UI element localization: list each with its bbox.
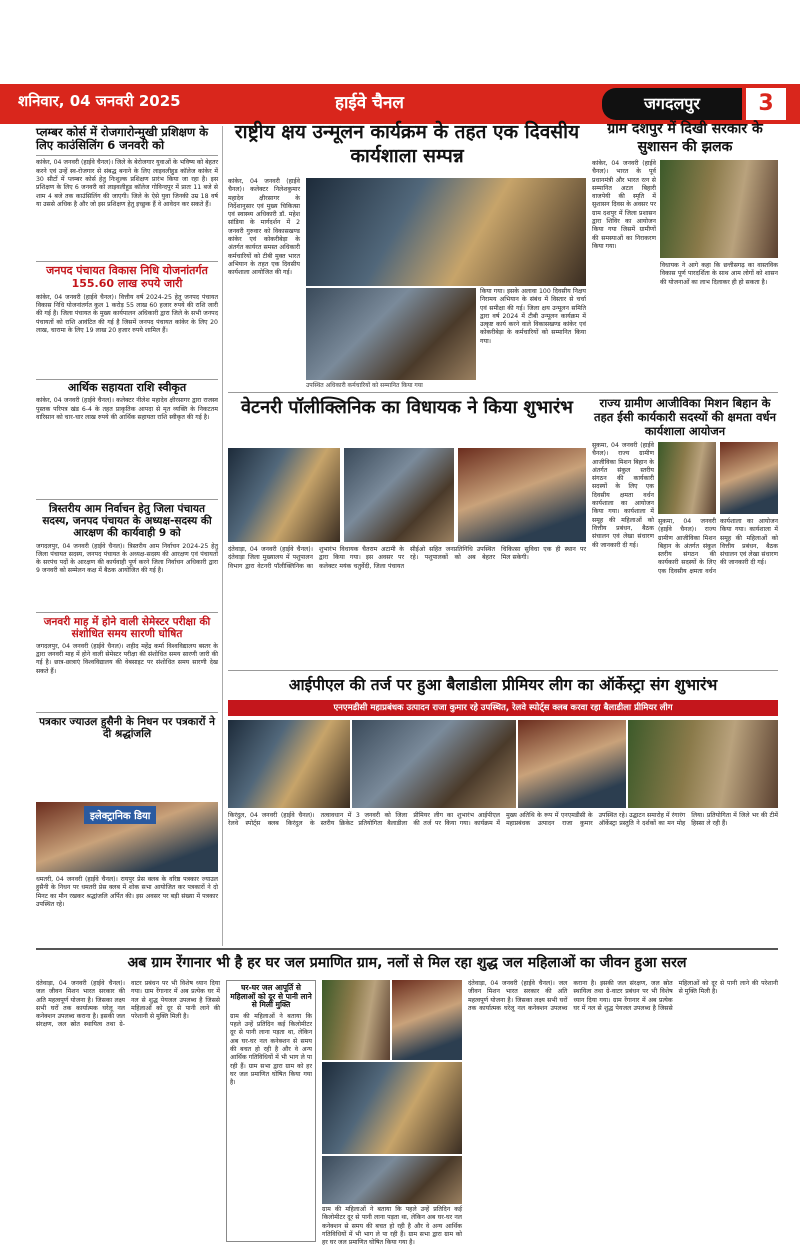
- water-highlight-box: [226, 980, 316, 1242]
- dashpur-photo: [660, 160, 778, 258]
- banner-text: इलेक्ट्रानिक डिया: [84, 806, 156, 824]
- vet-headline: वेटनरी पॉलीक्लिनिक का विधायक ने किया शुभारंभ: [241, 397, 573, 418]
- vet-body: दंतेवाड़ा, 04 जनवरी (हाईवे चैनल)। दंतेवाड़ा जिला मुख्यालय में पशुपालन विभाग द्वारा वेटनरी पॉलीक्लिनिक का शुभारंभ विधायक चैतराम अटामी के द्वारा किया गया। इस अवसर पर कलेक्टर मयंक चतुर्वेदी, जिला पंचायत सीईओ सहित जनप्रतिनिधि उपस्थित रहे। पशुपालकों को अब बेहतर चिकित्सा सुविधा एक ही स्थान पर मिल सकेगी।: [228, 546, 586, 570]
- ipl-photo-2: [352, 720, 516, 808]
- water-highlight-title: घर-घर जल आपूर्ति से महिलाओं को दूर से पानी लाने से मिली मुक्ति: [230, 983, 312, 1010]
- water-headline: अब ग्राम रेंगानार भी है हर घर जल प्रमाणित ग्राम, नलों से मिल रहा शुद्ध जल महिलाओं का जीवन हुआ सरल: [127, 955, 687, 971]
- water-highlight-body: ग्राम की महिलाओं ने बताया कि पहले उन्हें प्रतिदिन कई किलोमीटर दूर से पानी लाना पड़ता था, लेकिन अब घर-घर नल कनेक्शन से समय की बचत हो रही है और वे अन्य आर्थिक गतिविधियों में भी भाग ले पा रही हैं। ग्राम सभा द्वारा ग्राम को हर घर जल प्रमाणित घोषित किया गया है।: [230, 1012, 312, 1087]
- dashpur-body: कांकेर, 04 जनवरी (हाईवे चैनल)। भारत के पूर्व प्रधानमंत्री और भारत रत्न से सम्मानित अटल बिहारी वाजपेयी की स्मृति में सुशासन दिवस के अवसर पर ग्राम दशपुर में जिला प्रशासन द्वारा शिविर का आयोजन किया गया जिसमें ग्रामीणों की समस्याओं का निराकरण किया गया।: [592, 160, 656, 250]
- bihan-body-2: सुकमा, 04 जनवरी (हाईवे चैनल)। राज्य ग्रामीण आजीविका मिशन बिहान के अंतर्गत संकुल स्तरीय संगठन की कार्यकारी सदस्यों के लिए एक दिवसीय क्षमता वर्धन कार्यशाला का आयोजन किया गया। कार्यशाला में समूह की महिलाओं को वित्तीय प्रबंधन, बैठक संचालन एवं लेखा संधारण की जानकारी दी गई।: [658, 518, 778, 575]
- ipl-photo-4: [628, 720, 778, 808]
- bihan-photo-1: [658, 442, 716, 514]
- water-photo-4: [322, 1156, 462, 1204]
- left-article-5: जगदलपुर, 04 जनवरी (हाईवे चैनल)। शहीद महेंद्र कर्मा विश्वविद्यालय बस्तर के द्वारा जनवरी माह में होने वाली सेमेस्टर परीक्षा की संशोधित समय सारणी जारी की गई है। छात्र-छात्राएं विश्वविद्यालय की वेबसाइट पर संशोधित समय सारणी देख सकते हैं।: [36, 642, 218, 675]
- left-article-2: कांकेर, 04 जनवरी (हाईवे चैनल)। वित्तीय वर्ष 2024-25 हेतु जनपद पंचायत विकास निधि योजनांतर्गत कुल 1 करोड़ 55 लाख 60 हजार रुपये की राशि जारी की गई है। जिला पंचायत के मुख्य कार्यपालन अधिकारी द्वारा जिले के सभी जनपद पंचायतों को राशि आवंटित की गई है जिसमें जनपद पंचायत कांकेर के लिए 20 लाख, चारामा के लिए 19 लाख 20 हजार रुपये शामिल हैं।: [36, 293, 218, 334]
- bihan-photo-2: [720, 442, 778, 514]
- left-column: [36, 126, 218, 946]
- tb-body-right: किया गया। इसके अलावा 100 दिवसीय निक्षय निरामय अभियान के संबंध में विस्तार से चर्चा एवं समीक्षा की गई। जिला क्षय उन्मूलन समिति द्वारा वर्ष 2024 में टीबी उन्मूलन कार्यक्रम में उत्कृष्ट कार्य करने वाले विकासखण्ड कांकेर एवं कोकरीबेड़ा के कर्मचारियों को सम्मानित किया गया।: [480, 288, 586, 345]
- water-body: दंतेवाड़ा, 04 जनवरी (हाईवे चैनल)। जल जीवन मिशन भारत सरकार की अति महत्वपूर्ण योजना है। जिसका लक्ष्य सभी घरों तक कार्यात्मक घरेलू नल कनेक्शन उपलब्ध कराना है। इसकी जल संरक्षण, जल स्रोत स्थायित्व तथा ग्रे-वाटर प्रबंधन पर भी विशेष ध्यान दिया गया। ग्राम रेंगानार में अब प्रत्येक घर में नल से शुद्ध पेयजल उपलब्ध है जिससे महिलाओं को दूर से पानी लाने की परेशानी से मुक्ति मिली है।: [36, 980, 220, 1029]
- bihan-headline: राज्य ग्रामीण आजीविका मिशन बिहान के तहत ईसी कार्यकारी सदस्यों की क्षमता वर्धन कार्यशाला आयोजन: [594, 396, 776, 438]
- left-article-4: जगदलपुर, 04 जनवरी (हाईवे चैनल)। त्रिस्तरीय आम निर्वाचन 2024-25 हेतु जिला पंचायत सदस्य, जनपद पंचायत के अध्यक्ष-सदस्य की आरक्षण एवं पंचायतों के सरपंच पदों के आरक्षण की कार्यवाही पूर्ण करने जिला निर्वाचन अधिकारी द्वारा 9 जनवरी को सम्मेलन कक्ष में बैठक आयोजित की गई है।: [36, 542, 218, 575]
- vet-clinic-photo: [458, 448, 586, 542]
- edition-city: जगदलपुर: [602, 88, 742, 120]
- tb-article: [228, 120, 586, 390]
- issue-date: शनिवार, 04 जनवरी 2025: [18, 92, 181, 110]
- left-article-1: कांकेर, 04 जनवरी (हाईवे चैनल)। जिले के बेरोजगार युवाओं के भविष्य को बेहतर करने एवं उन्हें स्व-रोजगार से संबद्ध बनाने के लिए लाइवलीहुड कॉलेज कांकेर में 30 सीटों में प्लम्बर कोर्स हेतु निःशुल्क प्रशिक्षण प्रारंभ किया जा रहा है। इस प्रशिक्षण के लिए 6 जनवरी को लाइवलीहुड कॉलेज गोविन्दपुर में प्रातः 11 बजे से शाम 4 बजे तक काउंसिलिंग की जाएगी। जिले के ऐसे युवा जिनकी उम्र 18 वर्ष या उससे अधिक है और जो इस प्रशिक्षण हेतु इच्छुक हैं वे आवेदन कर सकते हैं।: [36, 159, 218, 208]
- column-divider: [222, 126, 223, 946]
- left-article-3: कांकेर, 04 जनवरी (हाईवे चैनल)। कलेक्टर नीलेश महादेव क्षीरसागर द्वारा राजस्व पुस्तक परिपत्र खंड 6-4 के तहत प्राकृतिक आपदा से मृत व्यक्ति के निकटतम वारिसान को चार-चार लाख रुपये की आर्थिक सहायता राशि स्वीकृत की गई है।: [36, 397, 218, 421]
- ipl-subhead: एनएमडीसी महाप्रबंधक उत्पादन राजा कुमार रहे उपस्थित, रेलवे स्पोर्ट्स क्लब करवा रहा बैलाडीला प्रीमियर लीग: [228, 700, 778, 716]
- top-strip: [0, 0, 800, 84]
- tb-workshop-photo: [306, 178, 586, 286]
- water-photo-3: [322, 1062, 462, 1154]
- water-body-2: ग्राम की महिलाओं ने बताया कि पहले उन्हें प्रतिदिन कई किलोमीटर दूर से पानी लाना पड़ता था, लेकिन अब घर-घर नल कनेक्शन से समय की बचत हो रही है और वे अन्य आर्थिक गतिविधियों में भी भाग ले पा रही हैं। ग्राम सभा द्वारा ग्राम को हर घर जल प्रमाणित घोषित किया गया है।: [322, 1206, 462, 1247]
- vet-article: [228, 396, 586, 668]
- left-headline-3: आर्थिक सहायता राशि स्वीकृत: [36, 379, 218, 395]
- tb-headline: राष्ट्रीय क्षय उन्मूलन कार्यक्रम के तहत एक दिवसीय कार्यशाला सम्पन्न: [234, 121, 580, 167]
- bihan-body: सुकमा, 04 जनवरी (हाईवे चैनल)। राज्य ग्रामीण आजीविका मिशन बिहान के अंतर्गत संकुल स्तरीय संगठन की कार्यकारी सदस्यों के लिए एक दिवसीय क्षमता वर्धन कार्यशाला का आयोजन किया गया। कार्यशाला में समूह की महिलाओं को वित्तीय प्रबंधन, बैठक संचालन एवं लेखा संधारण की जानकारी दी गई।: [592, 442, 654, 549]
- vet-group-photo: [344, 448, 454, 542]
- ipl-photo-1: [228, 720, 350, 808]
- dashpur-body-2: विधायक ने आगे कहा कि छत्तीसगढ़ का वास्तविक विकास पूर्ण पारदर्शिता के साथ आम लोगों को शासन की योजनाओं का लाभ दिलाकर ही हो सकता है।: [660, 262, 778, 286]
- page-number: 3: [746, 88, 786, 120]
- divider-bottom: [36, 948, 778, 950]
- ipl-article: [228, 674, 778, 950]
- water-photo-1: [322, 980, 390, 1060]
- tb-award-photo: [306, 288, 476, 380]
- left-headline-6: पत्रकार ज्याउल हुसैनी के निधन पर पत्रकारों ने दी श्रद्धांजलि: [36, 712, 218, 740]
- ipl-photo-3: [518, 720, 626, 808]
- dashpur-headline: ग्राम दशपुर में दिखी सरकार के सुशासन की झलक: [607, 121, 763, 155]
- left-headline-4: त्रिस्तरीय आम निर्वाचन हेतु जिला पंचायत सदस्य, जनपद पंचायत के अध्यक्ष-सदस्य की आरक्षण की कार्यवाही 9 को: [36, 499, 218, 539]
- ipl-headline: आईपीएल की तर्ज पर हुआ बैलाडीला प्रीमियर लीग का ऑर्केस्ट्रा संग शुभारंभ: [288, 676, 718, 694]
- newspaper-brand: हाईवे चैनल: [335, 93, 404, 113]
- vet-ribbon-photo: [228, 448, 340, 542]
- left-headline-2: जनपद पंचायत विकास निधि योजनांतर्गत 155.60 लाख रुपये जारी: [36, 261, 218, 290]
- tb-photo-caption: उपस्थित अधिकारी कर्मचारियों को सम्मानित किया गया: [306, 382, 423, 389]
- left-headline-1: प्लम्बर कोर्स में रोजगारोन्मुखी प्रशिक्षण के लिए काउंसिलिंग 6 जनवरी को: [36, 126, 218, 156]
- water-photo-2: [392, 980, 462, 1060]
- ipl-body: किरंदुल, 04 जनवरी (हाईवे चैनल)। रेलवे स्पोर्ट्स क्लब किरंदुल के तत्वावधान में 3 जनवरी को जिला स्तरीय क्रिकेट प्रतियोगिता बैलाडीला प्रीमियर लीग का शुभारंभ आईपीएल की तर्ज पर किया गया। कार्यक्रम में मुख्य अतिथि के रूप में एनएमडीसी के महाप्रबंधक उत्पादन राजा कुमार उपस्थित रहे। उद्घाटन समारोह में रंगारंग ऑर्केस्ट्रा प्रस्तुति ने दर्शकों का मन मोह लिया। प्रतियोगिता में जिले भर की टीमें हिस्सा ले रही हैं।: [228, 812, 778, 828]
- condolence-photo: [36, 802, 218, 872]
- masthead-bar: [0, 84, 800, 124]
- bihan-article: [592, 396, 778, 668]
- dashpur-article: [592, 120, 778, 390]
- left-headline-5: जनवरी माह में होने वाली सेमेस्टर परीक्षा की संशोधित समय सारणी घोषित: [36, 612, 218, 640]
- water-article: [36, 952, 778, 1247]
- water-body-3: दंतेवाड़ा, 04 जनवरी (हाईवे चैनल)। जल जीवन मिशन भारत सरकार की अति महत्वपूर्ण योजना है। जिसका लक्ष्य सभी घरों तक कार्यात्मक घरेलू नल कनेक्शन उपलब्ध कराना है। इसकी जल संरक्षण, जल स्रोत स्थायित्व तथा ग्रे-वाटर प्रबंधन पर भी विशेष ध्यान दिया गया। ग्राम रेंगानार में अब प्रत्येक घर में नल से शुद्ध पेयजल उपलब्ध है जिससे महिलाओं को दूर से पानी लाने की परेशानी से मुक्ति मिली है।: [468, 980, 778, 1012]
- divider-mid: [228, 392, 778, 393]
- left-article-6: धमतरी, 04 जनवरी (हाईवे चैनल)। रायपुर प्रेस क्लब के वरिष्ठ पत्रकार ज्याउल हुसैनी के निधन पर धमतरी प्रेस क्लब में शोक सभा आयोजित कर पत्रकारों ने दो मिनट का मौन रखकर श्रद्धांजलि अर्पित की। इस अवसर पर बड़ी संख्या में पत्रकार उपस्थित रहे।: [36, 876, 218, 908]
- divider-band: [228, 670, 778, 671]
- tb-body-left: कांकेर, 04 जनवरी (हाईवे चैनल)। कलेक्टर निलेशकुमार महादेव क्षीरसागर के निर्देशानुसार एवं मुख्य चिकित्सा एवं स्वास्थ्य अधिकारी डॉ. महेश सांडिया के मार्गदर्शन में 2 जनवरी गुरुवार को विकासखण्ड कांकेर एवं कोकरीबेड़ा के अंतर्गत कार्यरत समस्त अधिकारी कर्मचारियों को टीबी मुक्त भारत अभियान के तहत एक दिवसीय कार्यशाला आयोजित की गई।: [228, 178, 300, 277]
